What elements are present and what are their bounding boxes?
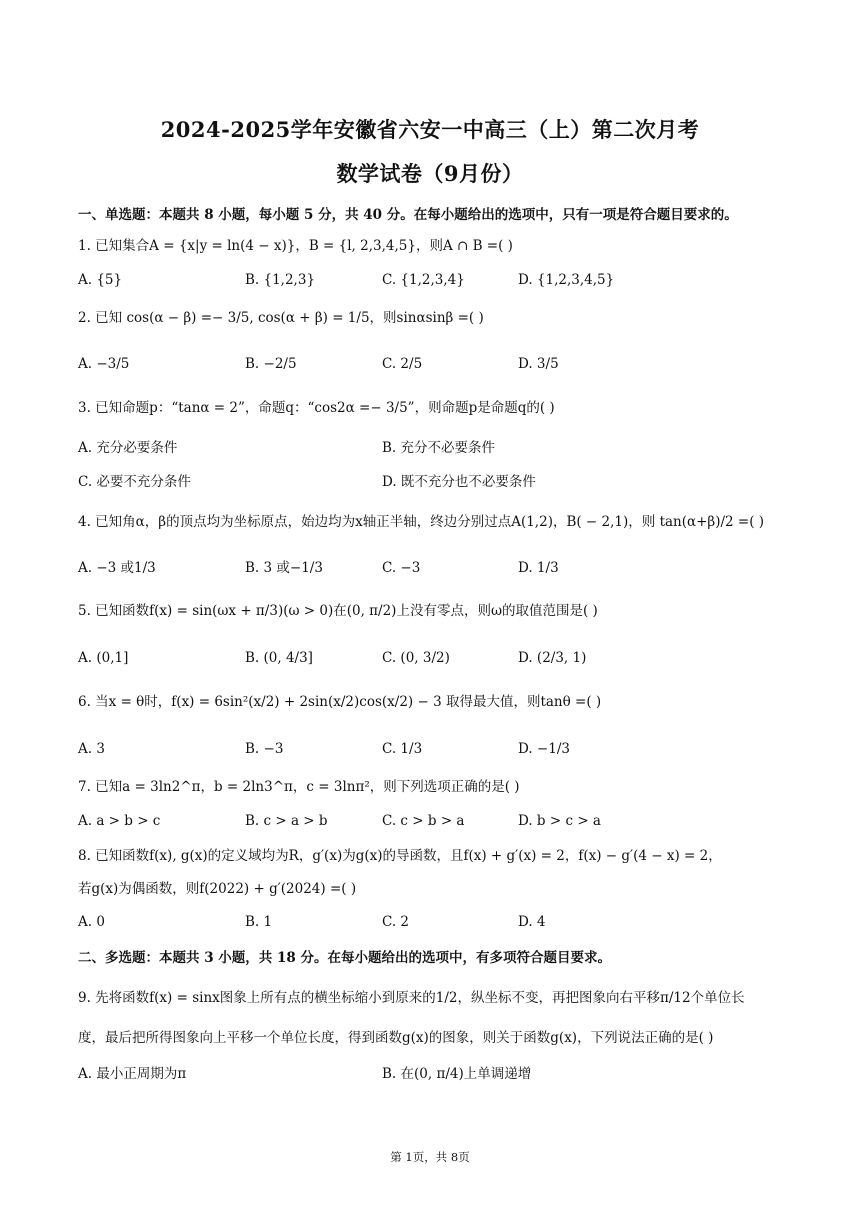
q2-option-d: D. 3/5 <box>518 356 559 372</box>
q1-option-c: C. {1,2,3,4} <box>382 272 465 288</box>
q1-option-a: A. {5} <box>78 272 123 288</box>
exam-subtitle: 数学试卷（9月份） <box>336 161 524 186</box>
q7-option-a: A. a > b > c <box>78 813 161 829</box>
q3-option-a: A. 充分必要条件 <box>78 440 178 456</box>
q2-option-c: C. 2/5 <box>382 356 423 372</box>
q1-option-d: D. {1,2,3,4,5} <box>518 272 615 288</box>
section-multiple-choice: 二、多选题：本题共 3 小题，共 18 分。在每小题给出的选项中，有多项符合题目要求。 <box>78 950 611 966</box>
q7-option-b: B. c > a > b <box>245 813 328 829</box>
question-7: 7. 已知a = 3ln2^π，b = 2ln3^π，c = 3lnπ²，则下列选项正确的是( ) <box>78 779 520 795</box>
q9-option-a: A. 最小正周期为π <box>78 1066 187 1082</box>
q6-option-b: B. −3 <box>245 741 284 757</box>
q2-option-a: A. −3/5 <box>78 356 130 372</box>
question-5: 5. 已知函数f(x) = sin(ωx + π/3)(ω > 0)在(0, π/2)上没有零点，则ω的取值范围是( ) <box>78 603 598 619</box>
q5-option-d: D. (2/3, 1) <box>518 650 587 666</box>
q4-option-d: D. 1/3 <box>518 560 559 576</box>
q5-option-a: A. (0,1] <box>78 650 129 666</box>
q8-option-c: C. 2 <box>382 914 410 930</box>
question-4: 4. 已知角α，β的顶点均为坐标原点，始边均为x轴正半轴，终边分别过点A(1,2)，B( − 2,1)，则 tan(α+β)/2 =( ) <box>78 514 765 530</box>
q2-option-b: B. −2/5 <box>245 356 297 372</box>
q6-option-c: C. 1/3 <box>382 741 423 757</box>
page-footer: 第 1页，共 8页 <box>390 1150 470 1164</box>
q4-option-a: A. −3 或1/3 <box>78 560 156 576</box>
q8-option-b: B. 1 <box>245 914 273 930</box>
q8-option-d: D. 4 <box>518 914 546 930</box>
q7-option-c: C. c > b > a <box>382 813 465 829</box>
q6-option-a: A. 3 <box>78 741 105 757</box>
section-single-choice: 一、单选题：本题共 8 小题，每小题 5 分，共 40 分。在每小题给出的选项中，只有一项是符合题目要求的。 <box>78 207 738 223</box>
q5-option-b: B. (0, 4/3] <box>245 650 313 666</box>
q3-option-b: B. 充分不必要条件 <box>382 440 496 456</box>
q1-option-b: B. {1,2,3} <box>245 272 316 288</box>
exam-title: 2024-2025学年安徽省六安一中高三（上）第二次月考 <box>160 117 700 142</box>
question-9-line-1: 9. 先将函数f(x) = sinx图象上所有点的横坐标缩小到原来的1/2，纵坐标不变，再把图象向右平移π/12个单位长 <box>78 990 745 1006</box>
q6-option-d: D. −1/3 <box>518 741 570 757</box>
q4-option-c: C. −3 <box>382 560 421 576</box>
q9-option-b: B. 在(0, π/4)上单调递增 <box>382 1066 532 1082</box>
question-1: 1. 已知集合A = {x|y = ln(4 − x)}，B = {l, 2,3,4,5}，则A ∩ B =( ) <box>78 238 513 254</box>
q3-option-d: D. 既不充分也不必要条件 <box>382 474 536 490</box>
question-3: 3. 已知命题p：“tanα = 2”，命题q：“cos2α =− 3/5”，则命题p是命题q的( ) <box>78 400 555 416</box>
question-9-line-2: 度，最后把所得图象向上平移一个单位长度，得到函数g(x)的图象，则关于函数g(x)，下列说法正确的是( ) <box>78 1030 714 1046</box>
q5-option-c: C. (0, 3/2) <box>382 650 450 666</box>
q3-option-c: C. 必要不充分条件 <box>78 474 191 490</box>
question-8-line-2: 若g(x)为偶函数，则f(2022) + g′(2024) =( ) <box>78 881 357 897</box>
question-8-line-1: 8. 已知函数f(x), g(x)的定义域均为R，g′(x)为g(x)的导函数，且f(x) + g′(x) = 2，f(x) − g′(4 − x) = 2， <box>78 848 722 864</box>
question-6: 6. 当x = θ时，f(x) = 6sin²(x/2) + 2sin(x/2)cos(x/2) − 3 取得最大值，则tanθ =( ) <box>78 694 602 710</box>
q7-option-d: D. b > c > a <box>518 813 601 829</box>
q4-option-b: B. 3 或−1/3 <box>245 560 323 576</box>
q8-option-a: A. 0 <box>78 914 105 930</box>
question-2: 2. 已知 cos(α − β) =− 3/5, cos(α + β) = 1/5，则sinαsinβ =( ) <box>78 310 484 326</box>
